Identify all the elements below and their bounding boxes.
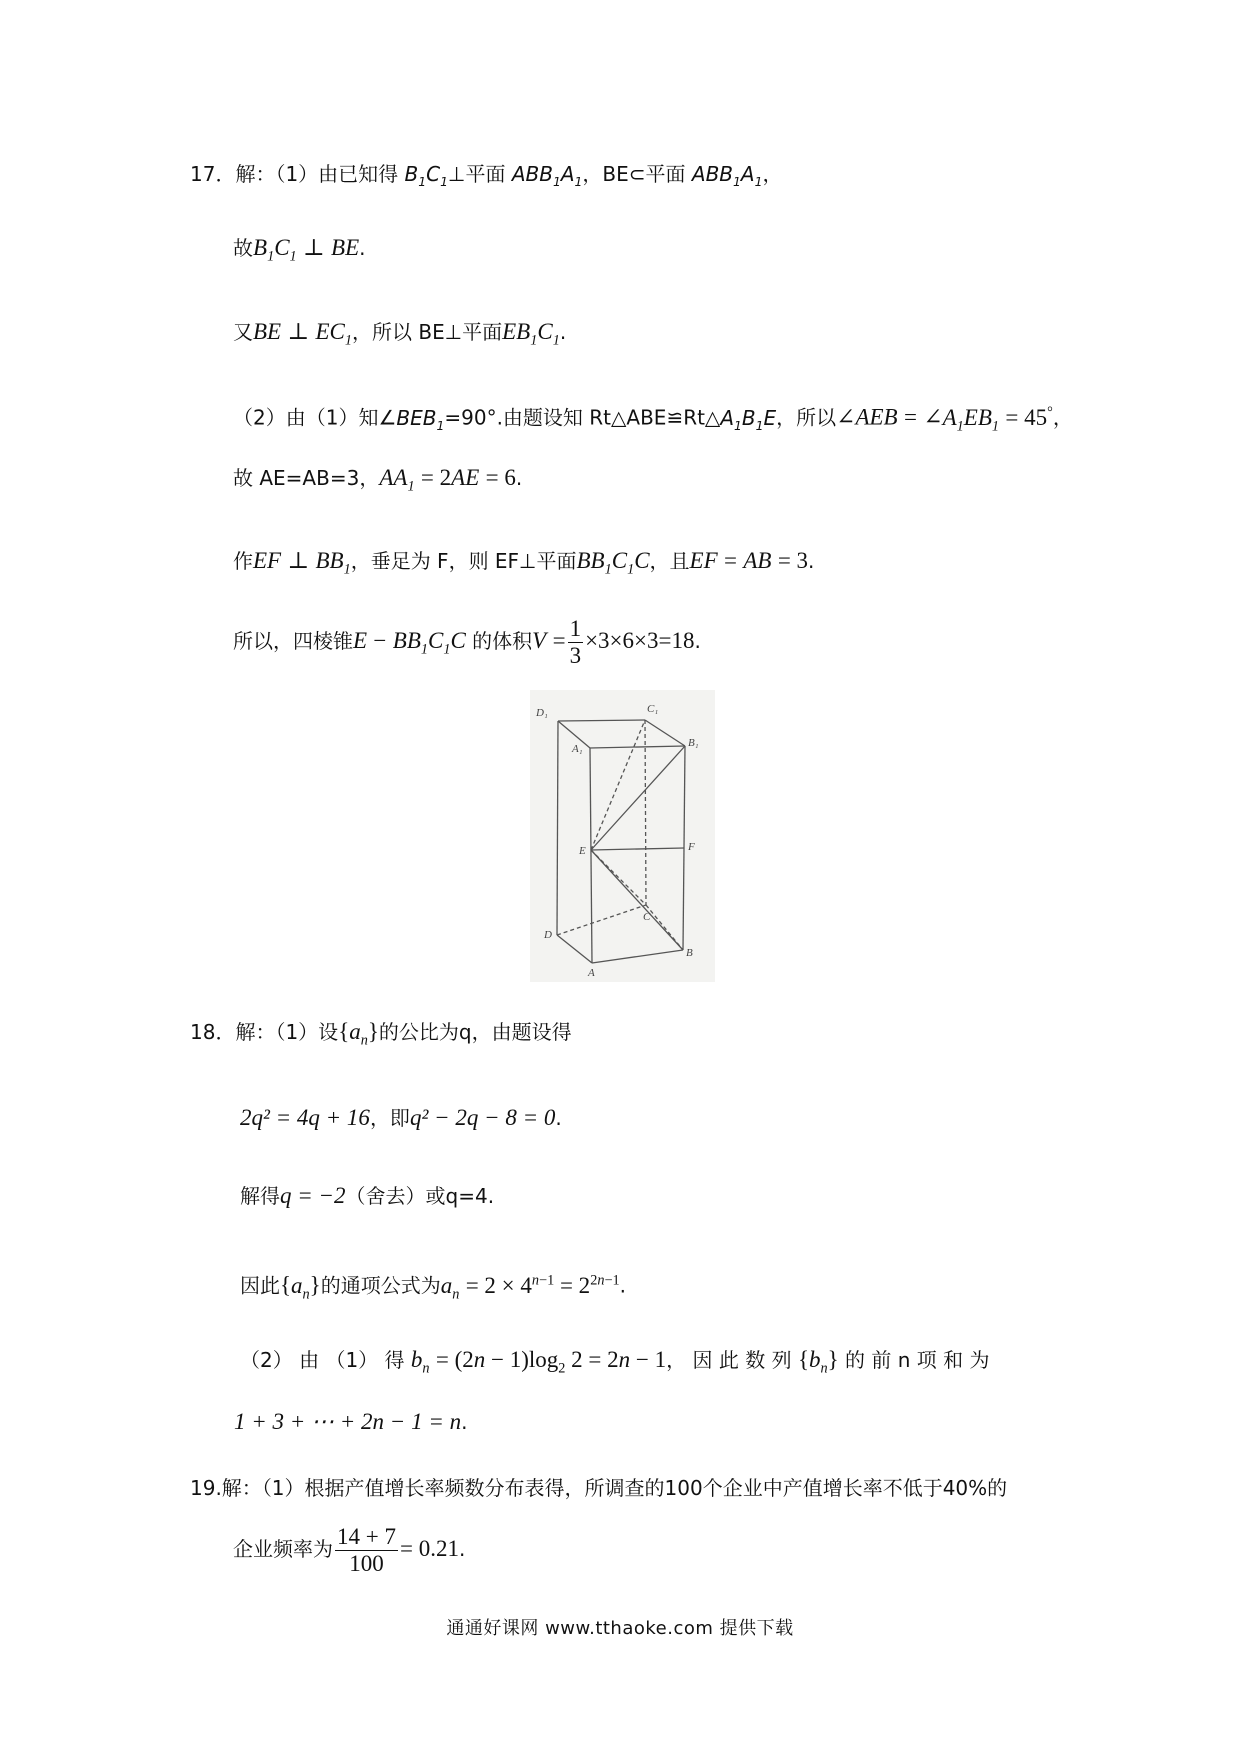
p17-line-2: 故$B_1C_1$ ⊥ BE. — [233, 235, 366, 265]
edge-da — [557, 935, 592, 963]
p17-line-5: 故 AE=AB=3，$AA_1 = 2AE = 6$. — [233, 465, 523, 495]
edge-b1a1 — [590, 746, 685, 748]
p18-head: 18．解： — [190, 1020, 276, 1044]
edge-ab — [592, 950, 683, 963]
label-d1: D₁ — [536, 707, 548, 719]
segment-ec1 — [591, 720, 645, 850]
label-a1: A₁ — [572, 743, 583, 755]
edge-a1a — [590, 748, 592, 963]
p17-line-4: （2）由（1）知$\angle BEB_1=90^\circ$.由题设知 $Rt\triangle ABE≌Rt\triangle A_1B_1E$，所以∠AEB = $\angle A_1EB_1 = 45^\circ$， — [233, 404, 1073, 435]
frequency-fraction: $\frac{14 + 7}{100}$ — [337, 1524, 396, 1576]
p19-line-2: 企业频率为 $\frac{14 + 7}{100}$ = 0.21. — [233, 1524, 466, 1576]
prism-figure — [530, 690, 715, 982]
edge-d1c1 — [558, 720, 645, 721]
p19-line-1: 19.解：（1）根据产值增长率频数分布表得，所调查的100个企业中产值增长率不低于40%的 — [190, 1476, 1008, 1500]
p17-line-3: 又BE ⊥ $EC_1$，所以 BE⊥平面$EB_1C_1$. — [233, 319, 567, 349]
label-b1: B₁ — [688, 737, 699, 749]
edge-d1d — [557, 721, 558, 935]
label-a: A — [588, 967, 595, 979]
segment-ef — [591, 848, 684, 850]
p17-line-1: 17．解：（1）由已知得 $B_1C_1\perp$平面 $ABB_1A_1$，BE⊂平面 $ABB_1A_1$， — [190, 162, 783, 189]
p18-line-3: 解得q = −2（舍去）或q=4. — [240, 1183, 495, 1208]
edge-c1b1 — [645, 720, 685, 746]
p17-head: 17．解： — [190, 162, 276, 186]
label-c1: C₁ — [647, 703, 659, 715]
edge-dc-hidden — [557, 905, 646, 935]
label-d: D — [544, 929, 552, 941]
p18-line-5: （2） 由 （1） 得 $b_n = (2n - 1)\log_2$ 2 = 2n − 1， 因 此 数 列 $\{b_n\}$ 的 前 n 项 和 为 — [240, 1347, 990, 1377]
label-b: B — [686, 947, 693, 959]
p17-line-6: 作EF ⊥ $BB_1$，垂足为 F，则 EF⊥平面$BB_1C_1C$，且EF = AB = 3. — [233, 548, 815, 578]
label-f: F — [688, 841, 695, 853]
p17-line-7: 所以，四棱锥$E - BB_1C_1C$ 的体积V = $\frac{1}{3}$ ×3×6×3=18. — [233, 616, 701, 668]
p18-line-1: 18．解：（1）设$\{a_n\}$的公比为q，由题设得 — [190, 1019, 572, 1049]
segment-eb1 — [591, 746, 685, 850]
p18-line-2: 2q² = 4q + 16，即q² − 2q − 8 = 0. — [240, 1105, 562, 1130]
edge-c1c-hidden — [645, 720, 646, 905]
prism-diagram — [530, 690, 715, 982]
volume-fraction: $\frac{1}{3}$ — [569, 616, 582, 668]
label-e: E — [579, 845, 586, 857]
p18-line-4: 因此$\{a_n\}$的通项公式为$a_n = 2 \times 4^{n-1} = 2^{2n-1}$. — [240, 1272, 626, 1303]
segment-eb — [591, 850, 683, 950]
label-c: C — [643, 911, 651, 923]
p19-head: 19.解： — [190, 1476, 262, 1500]
footer-text: 通通好课网 www.tthaoke.com 提供下载 — [446, 1618, 794, 1639]
p18-line-6: 1 + 3 + ⋯ + 2n − 1 = n. — [234, 1409, 468, 1434]
